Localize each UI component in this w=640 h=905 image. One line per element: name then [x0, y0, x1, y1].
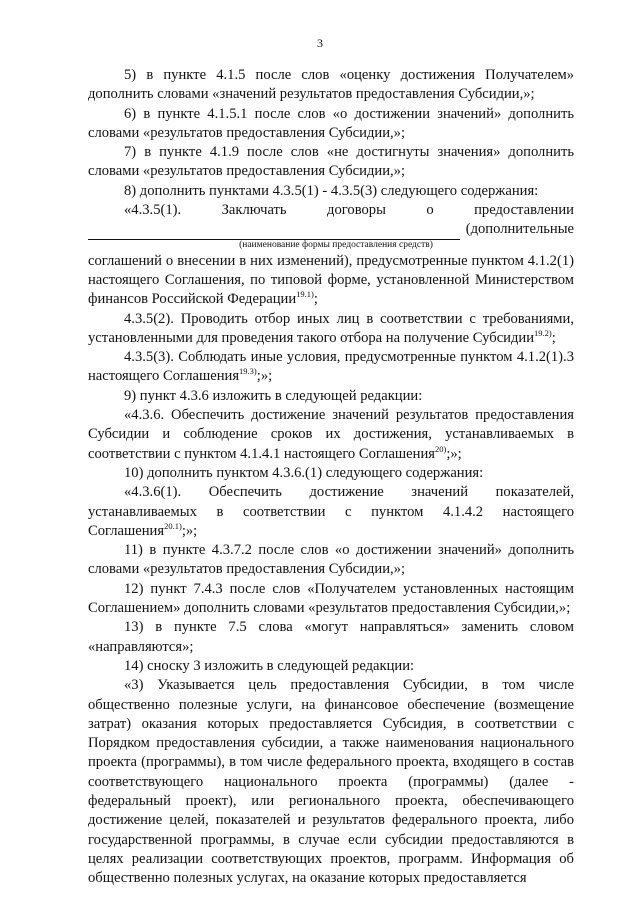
footnote-ref: 20) [434, 443, 447, 454]
clause-4-3-5-3: 4.3.5(3). Соблюдать иные условия, предусмотренные пунктом 4.1.2(1).3 настоящего Соглашения$^{19.3)}$;»; [88, 349, 574, 385]
paragraph-14: 14) сноску 3 изложить в следующей редакции: [124, 657, 415, 674]
document-body [88, 66, 574, 888]
clause-4-3-5-1-cont: соглашений о внесении в них изменений), предусмотренные пунктом 4.1.2(1) настоящего Соглашения, по типовой форме, установленной Министерством финансов Российской Федерации$^{19.1)}$; [88, 252, 574, 308]
word: Заключать [221, 202, 287, 219]
clause-4-3-6-1: «4.3.6(1). Обеспечить достижение значений показателей, устанавливаемых в соответствии с пунктом 4.1.4.2 настоящего Соглашения$^{20.1)}$;»; [88, 484, 574, 539]
footnote-ref: 19.1) [296, 289, 314, 300]
paragraph-5: 5) в пункте 4.1.5 после слов «оценку достижения Получателем» дополнить словами «значений результатов предоставления Субсидии,»; [88, 67, 574, 103]
paragraph-11: 11) в пункте 4.3.7.2 после слов «о достижении значений» дополнить словами «результатов предоставления Субсидии,»; [88, 542, 574, 578]
footnote-ref: 20.1) [164, 520, 182, 531]
clause-4-3-5-2: 4.3.5(2). Проводить отбор иных лиц в соответствии с требованиями, установленными для проведения такого отбора на получение Субсидии$^{19.2)}$; [88, 310, 574, 346]
paragraph-10: 10) дополнить пунктом 4.3.6.(1) следующего содержания: [124, 464, 484, 481]
form-blank-line [88, 220, 574, 239]
word: «4.3.5(1). [124, 202, 182, 219]
word: предоставлении [474, 202, 574, 219]
paragraph-9: 9) пункт 4.3.6 изложить в следующей редакции: [124, 387, 423, 404]
after-blank-text: (дополнительные [465, 221, 574, 238]
page-number: 3 [317, 36, 323, 50]
footnote-ref: 19.3) [239, 366, 257, 377]
word: договоры [327, 202, 386, 219]
clause-4-3-6: «4.3.6. Обеспечить достижение значений результатов предоставления Субсидии и соблюдение сроков их достижения, устанавливаемых в соответствии с пунктом 4.1.4.1 настоящего Соглашения$^{20)}$;»; [88, 407, 574, 462]
footnote-3-text: «3) Указывается цель предоставления Субсидии, в том числе общественно полезные услуги, на финансовое обеспечение (возмещение затрат) оказания которых предоставляется Субсидия, в соответствии с Порядком предоставления субсидии, а также наименования национального проекта (программы), в том числе федерального проекта, входящего в состав соответствующего национального проекта (программы) (далее - федеральный проект), или регионального проекта, обеспечивающего достижение целей, показателей и результатов федерального проекта, либо государственной программы, в случае если субсидии предоставляются в целях реализации соответствующих проектов, программ. Информация об общественно полезных услугах, на оказание которых предоставляется [88, 677, 574, 887]
paragraph-8: 8) дополнить пунктами 4.3.5(1) - 4.3.5(3) следующего содержания: [124, 182, 539, 199]
paragraph-13: 13) в пункте 7.5 слова «могут направляться» заменить словом «направляются»; [88, 619, 574, 655]
clause-4-3-5-1-first-line [88, 201, 574, 220]
paragraph-7: 7) в пункте 4.1.9 после слов «не достигнуты значения» дополнить словами «результатов предоставления Субсидии,»; [88, 144, 574, 180]
blank-underline [88, 225, 460, 240]
paragraph-12: 12) пункт 7.4.3 после слов «Получателем установленных настоящим Соглашением» дополнить словами «результатов предоставления Субсидии,»; [88, 580, 574, 617]
word: о [426, 202, 434, 219]
paragraph-6: 6) в пункте 4.1.5.1 после слов «о достижении значений» дополнить словами «результатов предоставления Субсидии,»; [88, 105, 574, 141]
form-caption: (наименование формы предоставления средств) [239, 239, 433, 250]
footnote-ref: 19.2) [534, 327, 552, 338]
